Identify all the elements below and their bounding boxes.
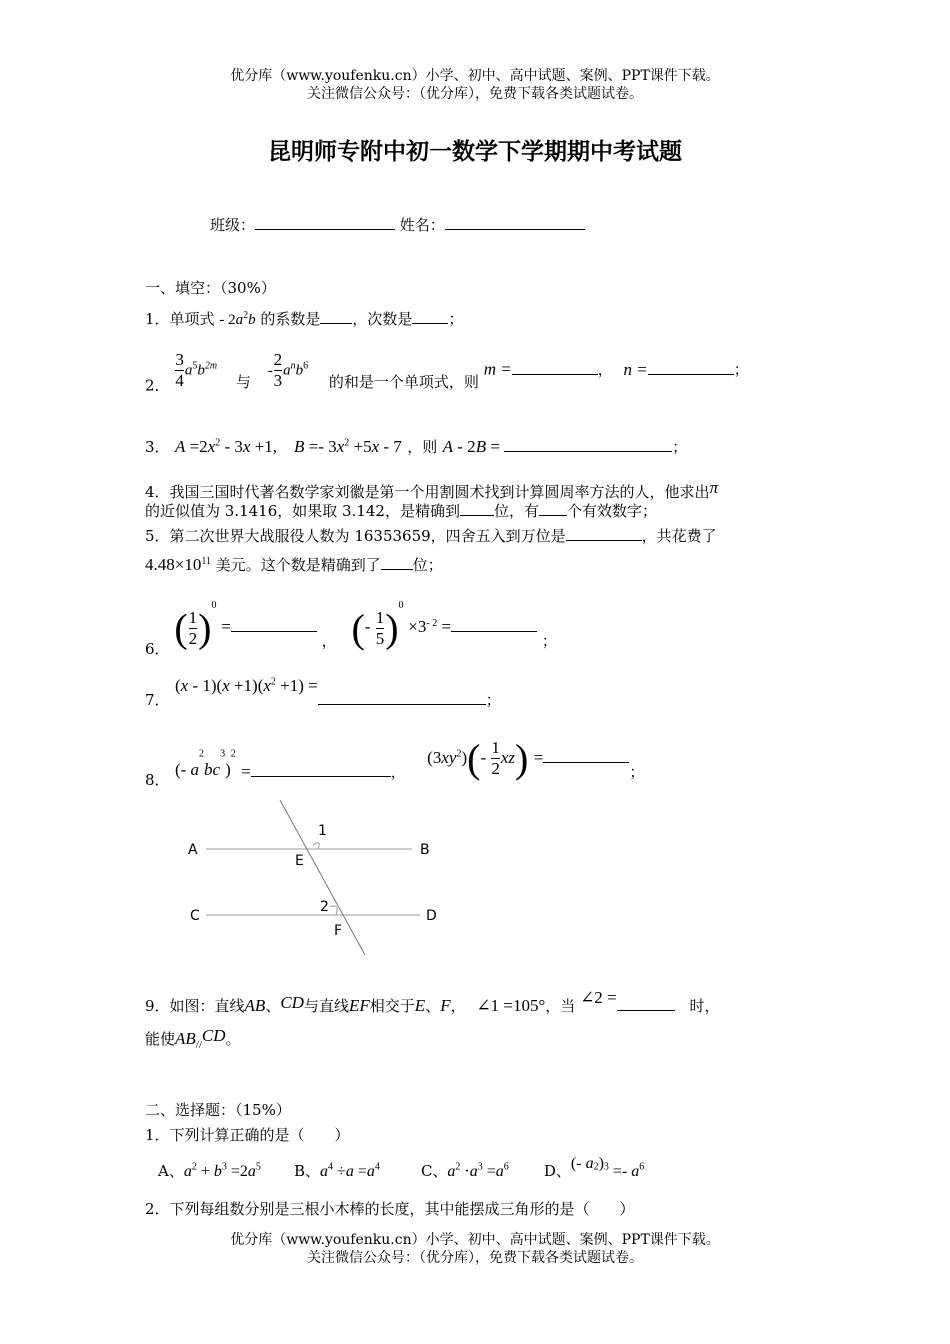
label-A: A: [188, 842, 198, 858]
label-C: C: [190, 908, 200, 924]
label-B: B: [420, 842, 430, 858]
question-1-9-cont: 能使$AB_{//}CD$。: [145, 1026, 241, 1051]
question-1-9: 9．如图：直线AB、CD与直线EF相交于E、F， ∠1 =105°，当 ∠2 = 时，: [145, 988, 720, 1015]
answer-blank[interactable]: [381, 555, 413, 570]
label-angle-2: 2: [320, 899, 329, 915]
answer-blank[interactable]: [617, 996, 675, 1011]
footer-line-2: 关注微信公众号：（优分库），免费下载各类试题试卷。: [307, 1250, 643, 1266]
answer-blank[interactable]: [320, 309, 352, 324]
header-line-2: 关注微信公众号：（优分库），免费下载各类试题试卷。: [307, 86, 643, 102]
answer-blank[interactable]: [504, 437, 672, 452]
option-b[interactable]: B、$a^4 \div a =a^4$: [294, 1161, 380, 1180]
class-label: 班级：: [210, 216, 256, 234]
option-a[interactable]: A、$a^2 + b^3 =2a^5$: [158, 1161, 261, 1180]
answer-blank[interactable]: [566, 526, 642, 541]
question-1-3: 3． $A =2x^2 - 3x +1$, $B =- 3x^2 +5x - 7$ ，则 A - 2B = ；: [145, 437, 688, 456]
label-angle-1: 1: [318, 823, 327, 839]
geometry-figure: [180, 795, 450, 960]
question-1-6: 6． ( $\frac{1}{2}$ )$^0$ = ， (- $\frac{1}{5}$ )$^0 \times 3^{- 2}$ = ；: [145, 600, 557, 658]
question-1-4-cont: 的近似值为 3.1416，如果取 3.142，是精确到 位，有 个有效数字；: [145, 502, 657, 520]
answer-blank[interactable]: [648, 360, 734, 375]
question-1-5-cont: $4.48\times 10^{11}$ 美元。这个数是精确到了 位；: [145, 555, 443, 574]
question-1-2: 2． $\frac{3}{4}$ $a^5b^{2m}$ 与 - $\frac{2}{3}$ $a^nb^6$ 的和是一个单项式，则 m = ， n = ；: [145, 350, 749, 395]
answer-blank[interactable]: [539, 501, 567, 516]
label-F: F: [334, 923, 343, 939]
answer-blank[interactable]: [318, 690, 486, 705]
angle-1-arc: [313, 843, 319, 849]
question-2-1-options: [158, 1155, 644, 1181]
question-1-8: 8． (- $a^2bc^3)^2$ = ， $(3xy^2)(-$ $\frac{1}{2}$ xz) =；: [145, 736, 645, 789]
question-1-7: 7． $(x - 1)(x +1)(x^2 +1)$ =；: [145, 676, 501, 709]
answer-blank[interactable]: [512, 360, 598, 375]
option-c[interactable]: C、$a^2 \cdot a^3 =a^6$: [420, 1161, 509, 1180]
answer-blank[interactable]: [412, 309, 448, 324]
answer-blank[interactable]: [451, 617, 537, 632]
question-1-1: 1．单项式 - $2a^2b$ 的系数是 ，次数是 ；: [145, 310, 464, 328]
question-2-2: 2．下列每组数分别是三根小木棒的长度，其中能摆成三角形的是（ ）: [145, 1200, 635, 1218]
name-label: 姓名：: [399, 216, 445, 234]
name-field[interactable]: [445, 215, 585, 230]
section1-heading: 一、填空：（30%）: [145, 279, 276, 297]
answer-blank[interactable]: [251, 762, 391, 777]
angle-2-arc: [330, 906, 337, 915]
section2-heading: 二、选择题：（15%）: [145, 1101, 291, 1119]
answer-blank[interactable]: [543, 748, 629, 763]
option-d[interactable]: D、(- $a^2)^3 =- a^6$: [543, 1155, 645, 1180]
answer-blank[interactable]: [231, 617, 317, 632]
student-info: [210, 214, 585, 235]
label-D: D: [426, 908, 437, 924]
header-line-1: 优分库（www.youfenku.cn）小学、初中、高中试题、案例、PPT课件下载。: [230, 68, 720, 84]
question-1-4: 4．我国三国时代著名数学家刘徽是第一个用割圆术找到计算圆周率方法的人，他求出π: [145, 478, 719, 501]
label-E: E: [295, 853, 304, 869]
question-2-1: 1．下列计算正确的是（ ）: [145, 1126, 350, 1144]
page-title: 昆明师专附中初一数学下学期期中考试题: [268, 138, 682, 165]
footer-line-1: 优分库（www.youfenku.cn）小学、初中、高中试题、案例、PPT课件下载。: [230, 1232, 720, 1248]
answer-blank[interactable]: [460, 501, 494, 516]
question-1-5: 5．第二次世界大战服役人数为 16353659，四舍五入到万位是 ，共花费了: [145, 527, 717, 545]
class-field[interactable]: [255, 215, 395, 230]
